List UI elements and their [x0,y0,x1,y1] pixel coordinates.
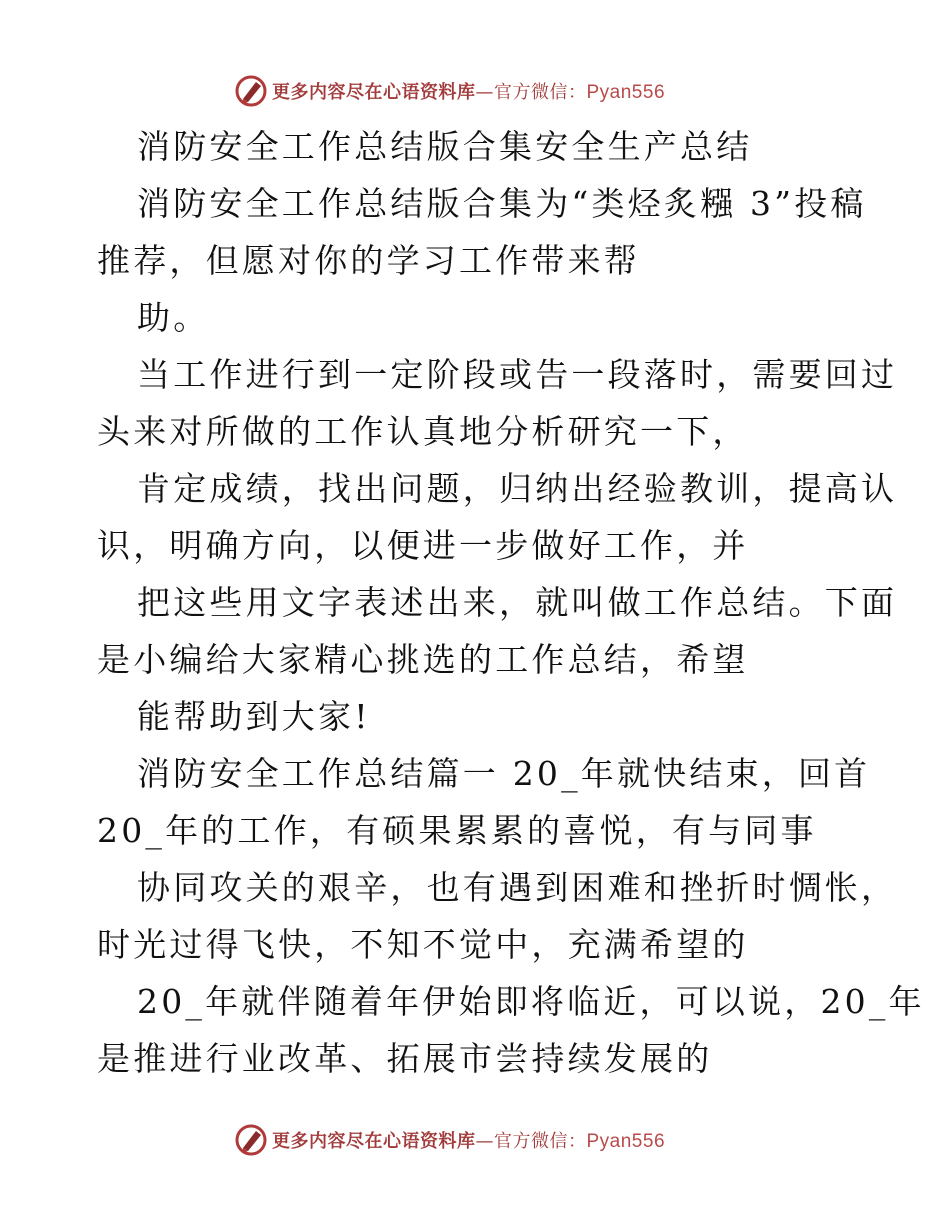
text-line: 20_年就伴随着年伊始即将临近，可以说，20_年 [137,982,925,1021]
text-line: 把这些用文字表述出来，就叫做工作总结。下面 [137,583,898,622]
text-line: 头来对所做的工作认真地分析研究一下， [97,412,749,451]
text-line: 消防安全工作总结篇一 20_年就快结束，回首 [137,754,871,793]
watermark-id: Pyan556 [586,82,666,103]
pen-circle-logo-icon [234,1123,268,1157]
body-text [97,118,925,1087]
watermark-label: 官方微信： [494,1131,587,1152]
text-line: 推荐，但愿对你的学习工作带来帮 [97,241,640,280]
watermark-label: 官方微信： [494,82,587,103]
text-line: 识，明确方向，以便进一步做好工作，并 [97,526,749,565]
watermark-dash: — [475,1131,494,1152]
pen-circle-logo-icon [234,74,268,108]
text-line: 肯定成绩，找出问题，归纳出经验教训，提高认 [137,469,898,508]
watermark-title: 更多内容尽在心语资料库 [272,82,476,103]
footer-watermark [234,1122,665,1158]
text-line: 是小编给大家精心挑选的工作总结，希望 [97,640,749,679]
text-line: 能帮助到大家! [137,697,371,736]
text-line: 时光过得飞快，不知不觉中，充满希望的 [97,925,749,964]
text-line: 协同攻关的艰辛，也有遇到困难和挫折时惆怅， [137,868,898,907]
watermark-text [272,78,665,104]
watermark-title: 更多内容尽在心语资料库 [272,1131,476,1152]
text-line: 是推进行业改革、拓展市尝持续发展的 [97,1039,713,1078]
header-watermark [234,73,665,109]
text-line: 消防安全工作总结版合集为“类烃炙糨 3”投稿 [137,184,867,223]
text-line: 助。 [137,298,210,337]
text-line: 消防安全工作总结版合集安全生产总结 [137,127,753,166]
watermark-id: Pyan556 [586,1131,666,1152]
text-line: 20_年的工作，有硕果累累的喜悦，有与同事 [97,811,817,850]
text-line: 当工作进行到一定阶段或告一段落时，需要回过 [137,355,898,394]
watermark-text [272,1127,665,1153]
watermark-dash: — [475,82,494,103]
